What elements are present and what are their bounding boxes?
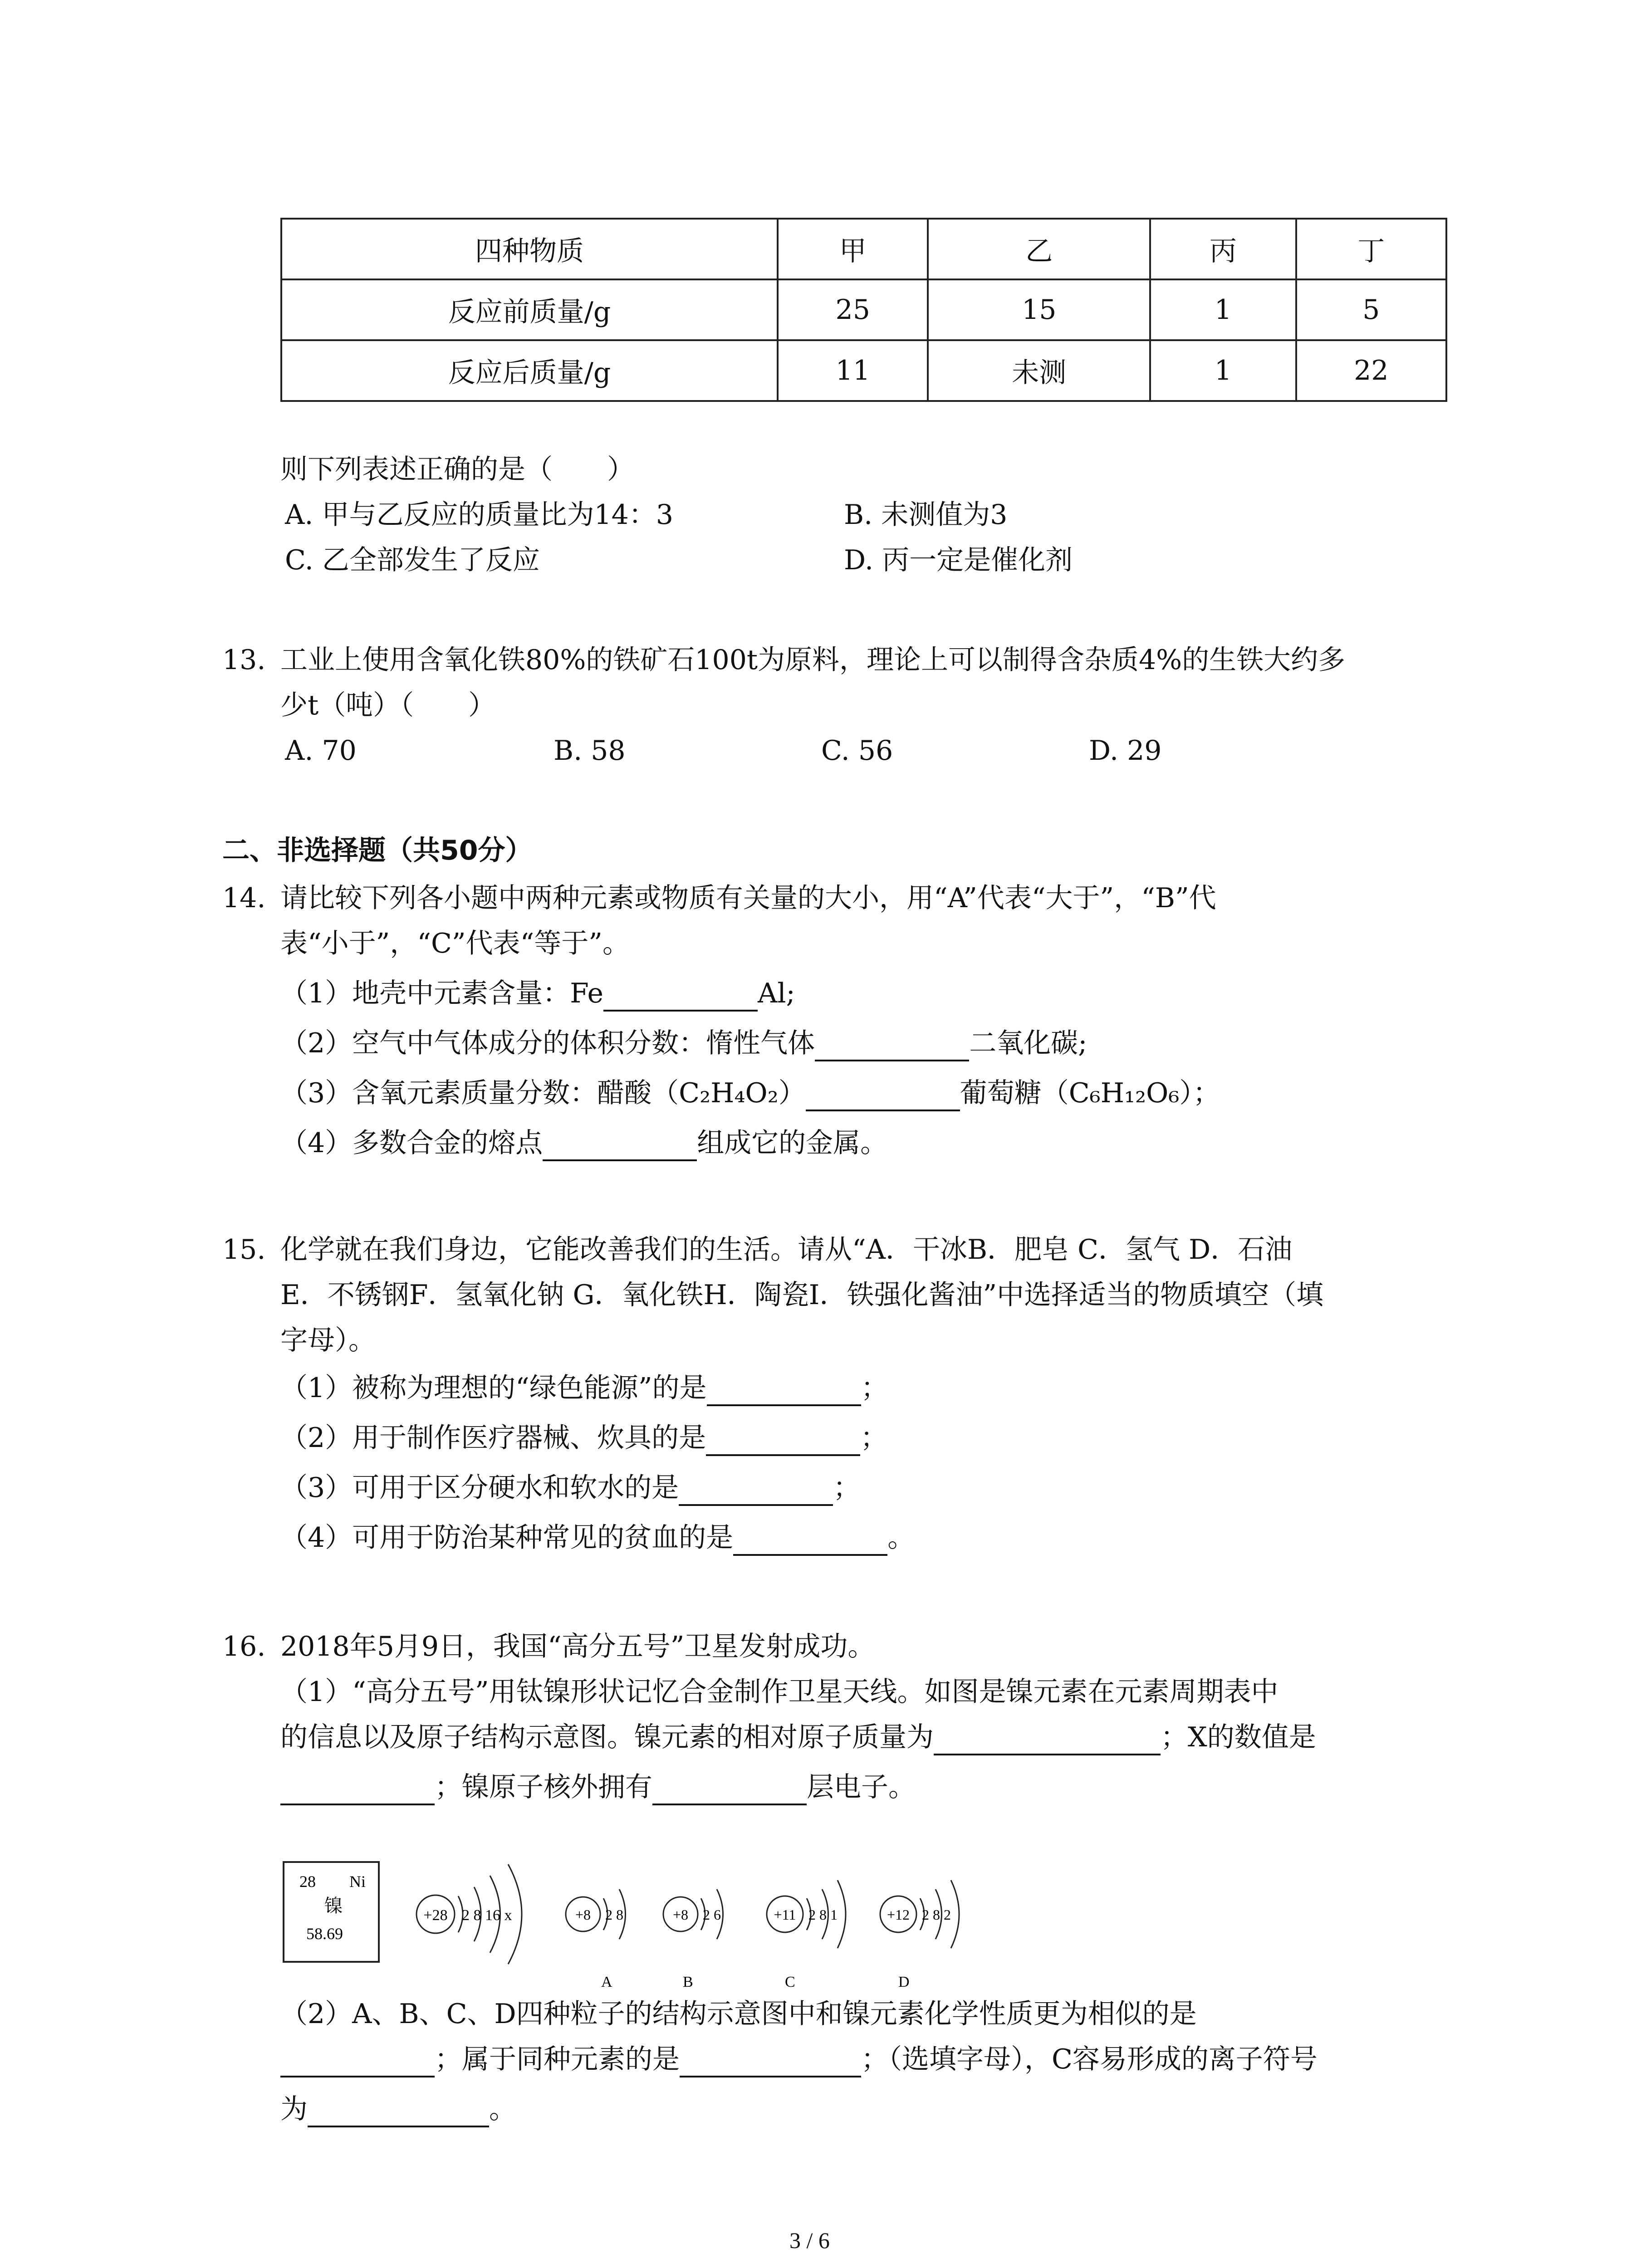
particle-b-electrons: 2 6 — [703, 1906, 721, 1923]
q15-part2-tail: ； — [860, 1422, 888, 1454]
answer-blank[interactable] — [280, 1775, 435, 1805]
q16-part2-text3: 为 — [280, 2093, 308, 2125]
q16-part2-text2: ；（选填字母），C容易形成的离子符号 — [861, 2043, 1318, 2075]
particle-d-electrons: 2 8 2 — [922, 1906, 951, 1923]
electron-shell — [951, 1880, 959, 1948]
mass-table — [280, 218, 1447, 402]
table-row — [281, 279, 1446, 340]
q16-part1-line1: （1）“高分五号”用钛镍形状记忆合金制作卫星天线。如图是镍元素在元素周期表中 — [280, 1676, 1279, 1708]
q16-part1-text4: 层电子。 — [807, 1771, 916, 1803]
answer-blank[interactable] — [308, 2097, 489, 2127]
q14-part2 — [280, 1025, 1087, 1061]
q12-stem: 则下列表述正确的是（ ） — [280, 454, 634, 485]
answer-blank[interactable] — [733, 1526, 887, 1556]
q15-part2-text: （2）用于制作医疗器械、炊具的是 — [280, 1422, 706, 1454]
q14-part3-text: （3）含氧元素质量分数：醋酸（C₂H₄O₂） — [280, 1077, 806, 1109]
particle-c-electrons: 2 8 1 — [808, 1906, 838, 1923]
particle-c-label: C — [785, 1974, 795, 1989]
q16-number: 16. — [222, 1631, 266, 1662]
q15-line1: 化学就在我们身边，它能改善我们的生活。请从“A．干冰B．肥皂 C．氢气 D．石油 — [280, 1234, 1293, 1266]
element-symbol: Ni — [349, 1872, 366, 1891]
ni-atom-diagram — [416, 1864, 522, 1964]
particle-a-diagram — [566, 1889, 626, 1989]
table-cell: 反应后质量/g — [281, 340, 778, 401]
atomic-number: 28 — [299, 1872, 316, 1891]
particle-b-diagram — [663, 1889, 723, 1989]
q15-part2 — [280, 1420, 887, 1456]
q15-part4-text: （4）可用于防治某种常见的贫血的是 — [280, 1522, 734, 1554]
answer-blank[interactable] — [652, 1775, 807, 1805]
q14-part2-text: （2）空气中气体成分的体积分数：惰性气体 — [280, 1027, 815, 1059]
table-cell: 反应前质量/g — [281, 279, 778, 340]
electron-shell — [838, 1880, 846, 1948]
q16-part1-text: 的信息以及原子结构示意图。镍元素的相对原子质量为 — [280, 1721, 934, 1753]
q12-option-c: C. 乙全部发生了反应 — [285, 544, 540, 576]
q14-part4 — [280, 1125, 887, 1161]
particle-a-charge: +8 — [575, 1906, 591, 1923]
table-cell: 乙 — [928, 219, 1150, 279]
q14-number: 14. — [222, 882, 266, 914]
table-cell: 1 — [1150, 340, 1296, 401]
q16-part2-text: ；属于同种元素的是 — [435, 2043, 680, 2075]
q14-part3-tail: 葡萄糖（C₆H₁₂O₆）； — [960, 1077, 1220, 1109]
particle-a-label: A — [601, 1974, 612, 1989]
q13-number: 13. — [222, 644, 266, 676]
answer-blank[interactable] — [603, 982, 758, 1012]
particle-b-charge: +8 — [672, 1906, 689, 1923]
particle-c-diagram — [767, 1880, 846, 1989]
q16-line1: 2018年5月9日，我国“高分五号”卫星发射成功。 — [280, 1631, 875, 1662]
answer-blank[interactable] — [280, 2048, 435, 2077]
q15-part4 — [280, 1520, 915, 1556]
q15-part1-text: （1）被称为理想的“绿色能源”的是 — [280, 1372, 707, 1404]
q12-option-d: D. 丙一定是催化剂 — [844, 544, 1073, 576]
q14-part1-text: （1）地壳中元素含量：Fe — [280, 978, 604, 1009]
table-cell: 未测 — [928, 340, 1150, 401]
q12-option-a: A. 甲与乙反应的质量比为14：3 — [285, 499, 673, 531]
q15-line3: 字母）。 — [280, 1325, 376, 1356]
q16-part2-line1: （2）A、B、C、D四种粒子的结构示意图中和镍元素化学性质更为相似的是 — [280, 1998, 1197, 2030]
q14-part1 — [280, 975, 795, 1012]
q16-part2-line2 — [280, 2041, 1318, 2077]
q15-part3-tail: ； — [833, 1472, 861, 1504]
table-row — [281, 340, 1446, 401]
particle-d-charge: +12 — [887, 1906, 910, 1923]
q15-part3 — [280, 1470, 860, 1506]
table-cell: 甲 — [778, 219, 928, 279]
q16-part1-line3 — [280, 1769, 916, 1805]
q16-part2-text4: 。 — [489, 2093, 516, 2125]
table-cell: 25 — [778, 279, 928, 340]
answer-blank[interactable] — [707, 1376, 861, 1406]
q15-part3-text: （3）可用于区分硬水和软水的是 — [280, 1472, 679, 1504]
q14-part2-tail: 二氧化碳; — [969, 1027, 1087, 1059]
q16-part2-line3 — [280, 2091, 516, 2127]
ni-nucleus-charge: +28 — [423, 1907, 448, 1924]
particle-a-electrons: 2 8 — [605, 1906, 623, 1923]
q13-option-c: C. 56 — [821, 735, 893, 767]
q16-part1-text3: ；镍原子核外拥有 — [435, 1771, 652, 1803]
table-cell: 15 — [928, 279, 1150, 340]
answer-blank[interactable] — [815, 1031, 969, 1061]
q13-line1: 工业上使用含氧化铁80%的铁矿石100t为原料，理论上可以制得含杂质4%的生铁大约多 — [280, 644, 1346, 676]
table-cell: 11 — [778, 340, 928, 401]
q13-option-d: D. 29 — [1089, 735, 1162, 767]
q14-part4-text: （4）多数合金的熔点 — [280, 1127, 543, 1159]
table-header-row — [281, 219, 1446, 279]
q14-part1-tail: Al; — [758, 978, 795, 1009]
q15-line2: E．不锈钢F．氢氧化钠 G．氧化铁H．陶瓷I．铁强化酱油”中选择适当的物质填空（填 — [280, 1279, 1324, 1311]
table-cell: 1 — [1150, 279, 1296, 340]
q14-line2: 表“小于”，“C”代表“等于”。 — [280, 928, 630, 959]
section-title: 二、非选择题（共50分） — [222, 835, 533, 866]
q15-part4-tail: 。 — [887, 1522, 915, 1554]
q15-part1-tail: ； — [861, 1372, 888, 1404]
q13-option-a: A. 70 — [285, 735, 357, 767]
answer-blank[interactable] — [934, 1725, 1161, 1755]
q14-line1: 请比较下列各小题中两种元素或物质有关量的大小，用“A”代表“大于”，“B”代 — [280, 882, 1216, 914]
q13-option-b: B. 58 — [554, 735, 626, 767]
answer-blank[interactable] — [679, 1476, 833, 1506]
element-name: 镍 — [324, 1896, 343, 1916]
q15-part1 — [280, 1370, 888, 1406]
table-cell: 5 — [1296, 279, 1446, 340]
answer-blank[interactable] — [806, 1081, 960, 1111]
ni-electron-config: 2 8 16 x — [462, 1907, 512, 1924]
page-number: 3 / 6 — [789, 2228, 830, 2253]
q16-part1-text2: ；X的数值是 — [1161, 1721, 1316, 1753]
atomic-structure-figure — [281, 1853, 1007, 1989]
particle-c-charge: +11 — [774, 1906, 796, 1923]
element-card — [284, 1862, 379, 1962]
q15-number: 15. — [222, 1234, 266, 1266]
table-cell: 丁 — [1296, 219, 1446, 279]
atomic-mass: 58.69 — [306, 1925, 343, 1943]
q14-part3 — [280, 1075, 1220, 1111]
table-cell: 四种物质 — [281, 219, 778, 279]
q14-part4-tail: 组成它的金属。 — [697, 1127, 888, 1159]
q12-option-b: B. 未测值为3 — [844, 499, 1008, 531]
particle-d-diagram — [880, 1880, 959, 1989]
particle-d-label: D — [898, 1974, 910, 1989]
answer-blank[interactable] — [543, 1131, 697, 1161]
table-cell: 丙 — [1150, 219, 1296, 279]
answer-blank[interactable] — [680, 2048, 861, 2077]
particle-b-label: B — [683, 1974, 693, 1989]
q13-line2: 少t（吨）（ ） — [280, 689, 496, 721]
table-cell: 22 — [1296, 340, 1446, 401]
q16-part1-line2 — [280, 1719, 1316, 1755]
answer-blank[interactable] — [706, 1426, 860, 1456]
